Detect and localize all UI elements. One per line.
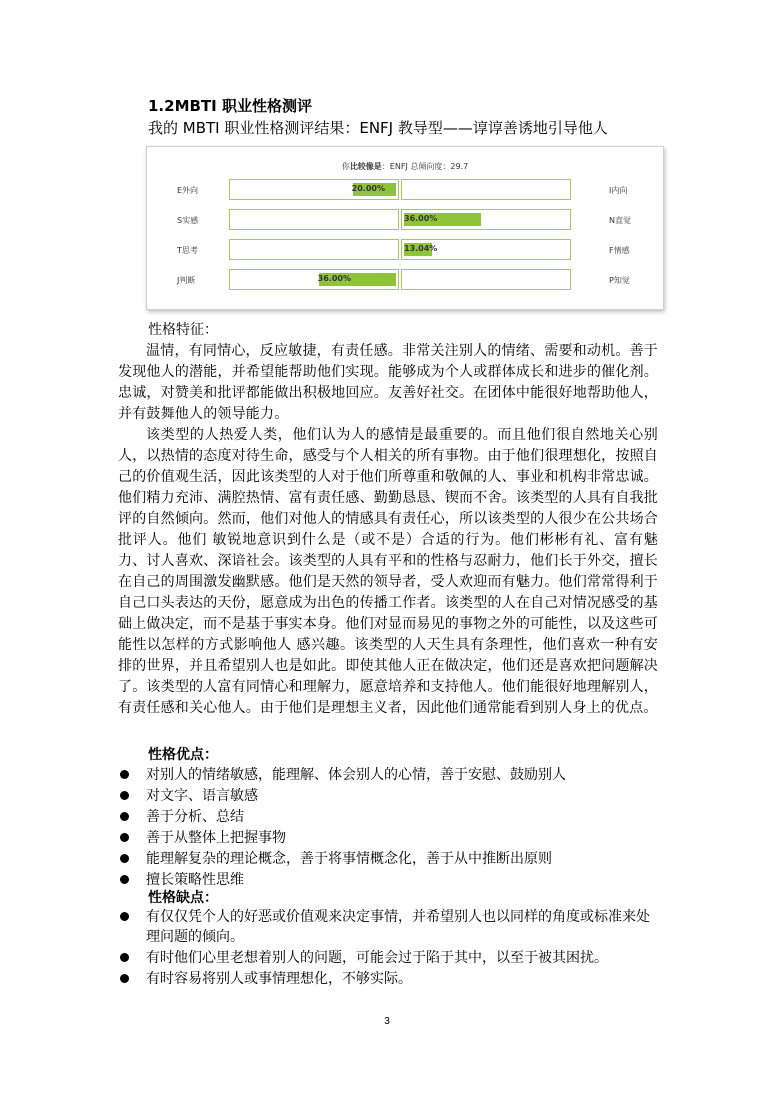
section-heading: 1.2MBTI 职业性格测评: [148, 97, 312, 115]
mbti-left-bar: [229, 209, 399, 230]
bullet-icon: [120, 791, 129, 800]
mbti-right-bar: [401, 209, 571, 230]
mbti-value-label: 36.00%: [317, 274, 351, 283]
list-item-text: 善于从整体上把握事物: [146, 830, 286, 846]
mbti-left-bar: [229, 239, 399, 260]
mbti-left-label: E外向: [177, 186, 199, 195]
mbti-summary: [147, 161, 663, 172]
page-number: 3: [384, 1016, 390, 1027]
list-item: [118, 828, 663, 848]
weaknesses-list: [118, 907, 663, 990]
weaknesses-label: 性格缺点：: [148, 890, 218, 906]
list-item: [118, 948, 663, 968]
mbti-right-label: F情感: [609, 246, 630, 255]
list-item: [118, 786, 663, 806]
list-item: [118, 907, 663, 947]
strengths-label: 性格优点：: [148, 747, 218, 763]
summary-suffix: ：ENFJ 总倾向度：29.7: [381, 162, 469, 171]
mbti-left-label: S实感: [177, 216, 199, 225]
bullet-icon: [120, 953, 129, 962]
bullet-icon: [120, 875, 129, 884]
mbti-left-label: J判断: [177, 276, 196, 285]
strengths-list: [118, 765, 663, 891]
mbti-result-chart: [146, 146, 664, 310]
list-item: [118, 765, 663, 785]
mbti-left-bar: [229, 269, 399, 290]
mbti-right-bar: [401, 269, 571, 290]
traits-paragraph-2: 该类型的人热爱人类，他们认为人的感情是最重要的。而且他们很自然地关心别人，以热情的态度对待生命，感受与个人相关的所有事物。由于他们很理想化，按照自己的价值观生活，因此该类型的人对于他们所尊重和敬佩的人、事业和机构非常忠诚。他们精力充沛、满腔热情、富有责任感、勤勤恳恳、锲而不舍。该类型的人具有自我批评的自然倾向。然而，他们对他人的情感具有责任心，所以该类型的人很少在公共场合批评人。他们 敏锐地意识到什么是（或不是）合适的行为。他们彬彬有礼、富有魅力、讨人喜欢、深谙社会。该类型的人具有平和的性格与忍耐力，他们长于外交，擅长在自己的周围激发幽默感。他们是天然的领导者，受人欢迎而有魅力。他们常常得利于自己口头表达的天份，愿意成为出色的传播工作者。该类型的人在自己对情况感受的基础上做决定，而不是基于事实本身。他们对显而易见的事物之外的可能性，以及这些可能性以怎样的方式影响他人 感兴趣。该类型的人天生具有条理性，他们喜欢一种有安排的世界，并且希望别人也是如此。即使其他人正在做决定，他们还是喜欢把问题解决了。该类型的人富有同情心和理解力，愿意培养和支持他人。他们能很好地理解别人，有责任感和关心他人。由于他们是理想主义者，因此他们通常能看到别人身上的优点。: [118, 427, 658, 716]
list-item-text: 对别人的情绪敏感，能理解、体会别人的心情，善于安慰、鼓励别人: [146, 767, 566, 783]
list-item: [118, 969, 663, 989]
bullet-icon: [120, 854, 129, 863]
bullet-icon: [120, 974, 129, 983]
summary-bold: 比较像是: [349, 162, 382, 171]
mbti-right-label: N直觉: [609, 216, 631, 225]
list-item-text: 善于分析、总结: [146, 809, 244, 825]
traits-paragraph-1: 温情，有同情心，反应敏捷，有责任感。非常关注别人的情绪、需要和动机。善于发现他人的潜能，并希望能帮助他们实现。能够成为个人或群体成长和进步的催化剂。忠诚，对赞美和批评都能做出积极地回应。友善好社交。在团体中能很好地帮助他人，并有鼓舞他人的领导能力。: [118, 343, 658, 422]
bullet-icon: [120, 912, 129, 921]
summary-prefix: 你: [341, 162, 350, 171]
list-item-text: 有时容易将别人或事情理想化，不够实际。: [146, 971, 412, 987]
mbti-left-bar: [229, 179, 399, 200]
mbti-value-label: 36.00%: [404, 214, 438, 223]
list-item-text: 有时他们心里老想着别人的问题，可能会过于陷于其中，以至于被其困扰。: [146, 950, 608, 966]
list-item: [118, 807, 663, 827]
list-item-text: 对文字、语言敏感: [146, 788, 258, 804]
list-item-text: 有仅仅凭个人的好恶或价值观来决定事情，并希望别人也以同样的角度或标准来处理问题的倾向。: [146, 909, 650, 945]
mbti-value-label: 20.00%: [351, 184, 385, 193]
mbti-right-bar: [401, 179, 571, 200]
bullet-icon: [120, 770, 129, 779]
list-item-text: 擅长策略性思维: [146, 872, 244, 888]
mbti-right-label: I内向: [609, 186, 628, 195]
mbti-right-label: P知觉: [609, 276, 630, 285]
traits-label: 性格特征：: [148, 322, 218, 338]
list-item: [118, 849, 663, 869]
mbti-value-label: 13.04%: [404, 244, 438, 253]
bullet-icon: [120, 812, 129, 821]
list-item-text: 能理解复杂的理论概念，善于将事情概念化，善于从中推断出原则: [146, 851, 552, 867]
bullet-icon: [120, 833, 129, 842]
mbti-left-label: T思考: [177, 246, 198, 255]
mbti-right-bar: [401, 239, 571, 260]
mbti-result-line: 我的 MBTI 职业性格测评结果：ENFJ 教导型——谆谆善诱地引导他人: [148, 119, 608, 137]
